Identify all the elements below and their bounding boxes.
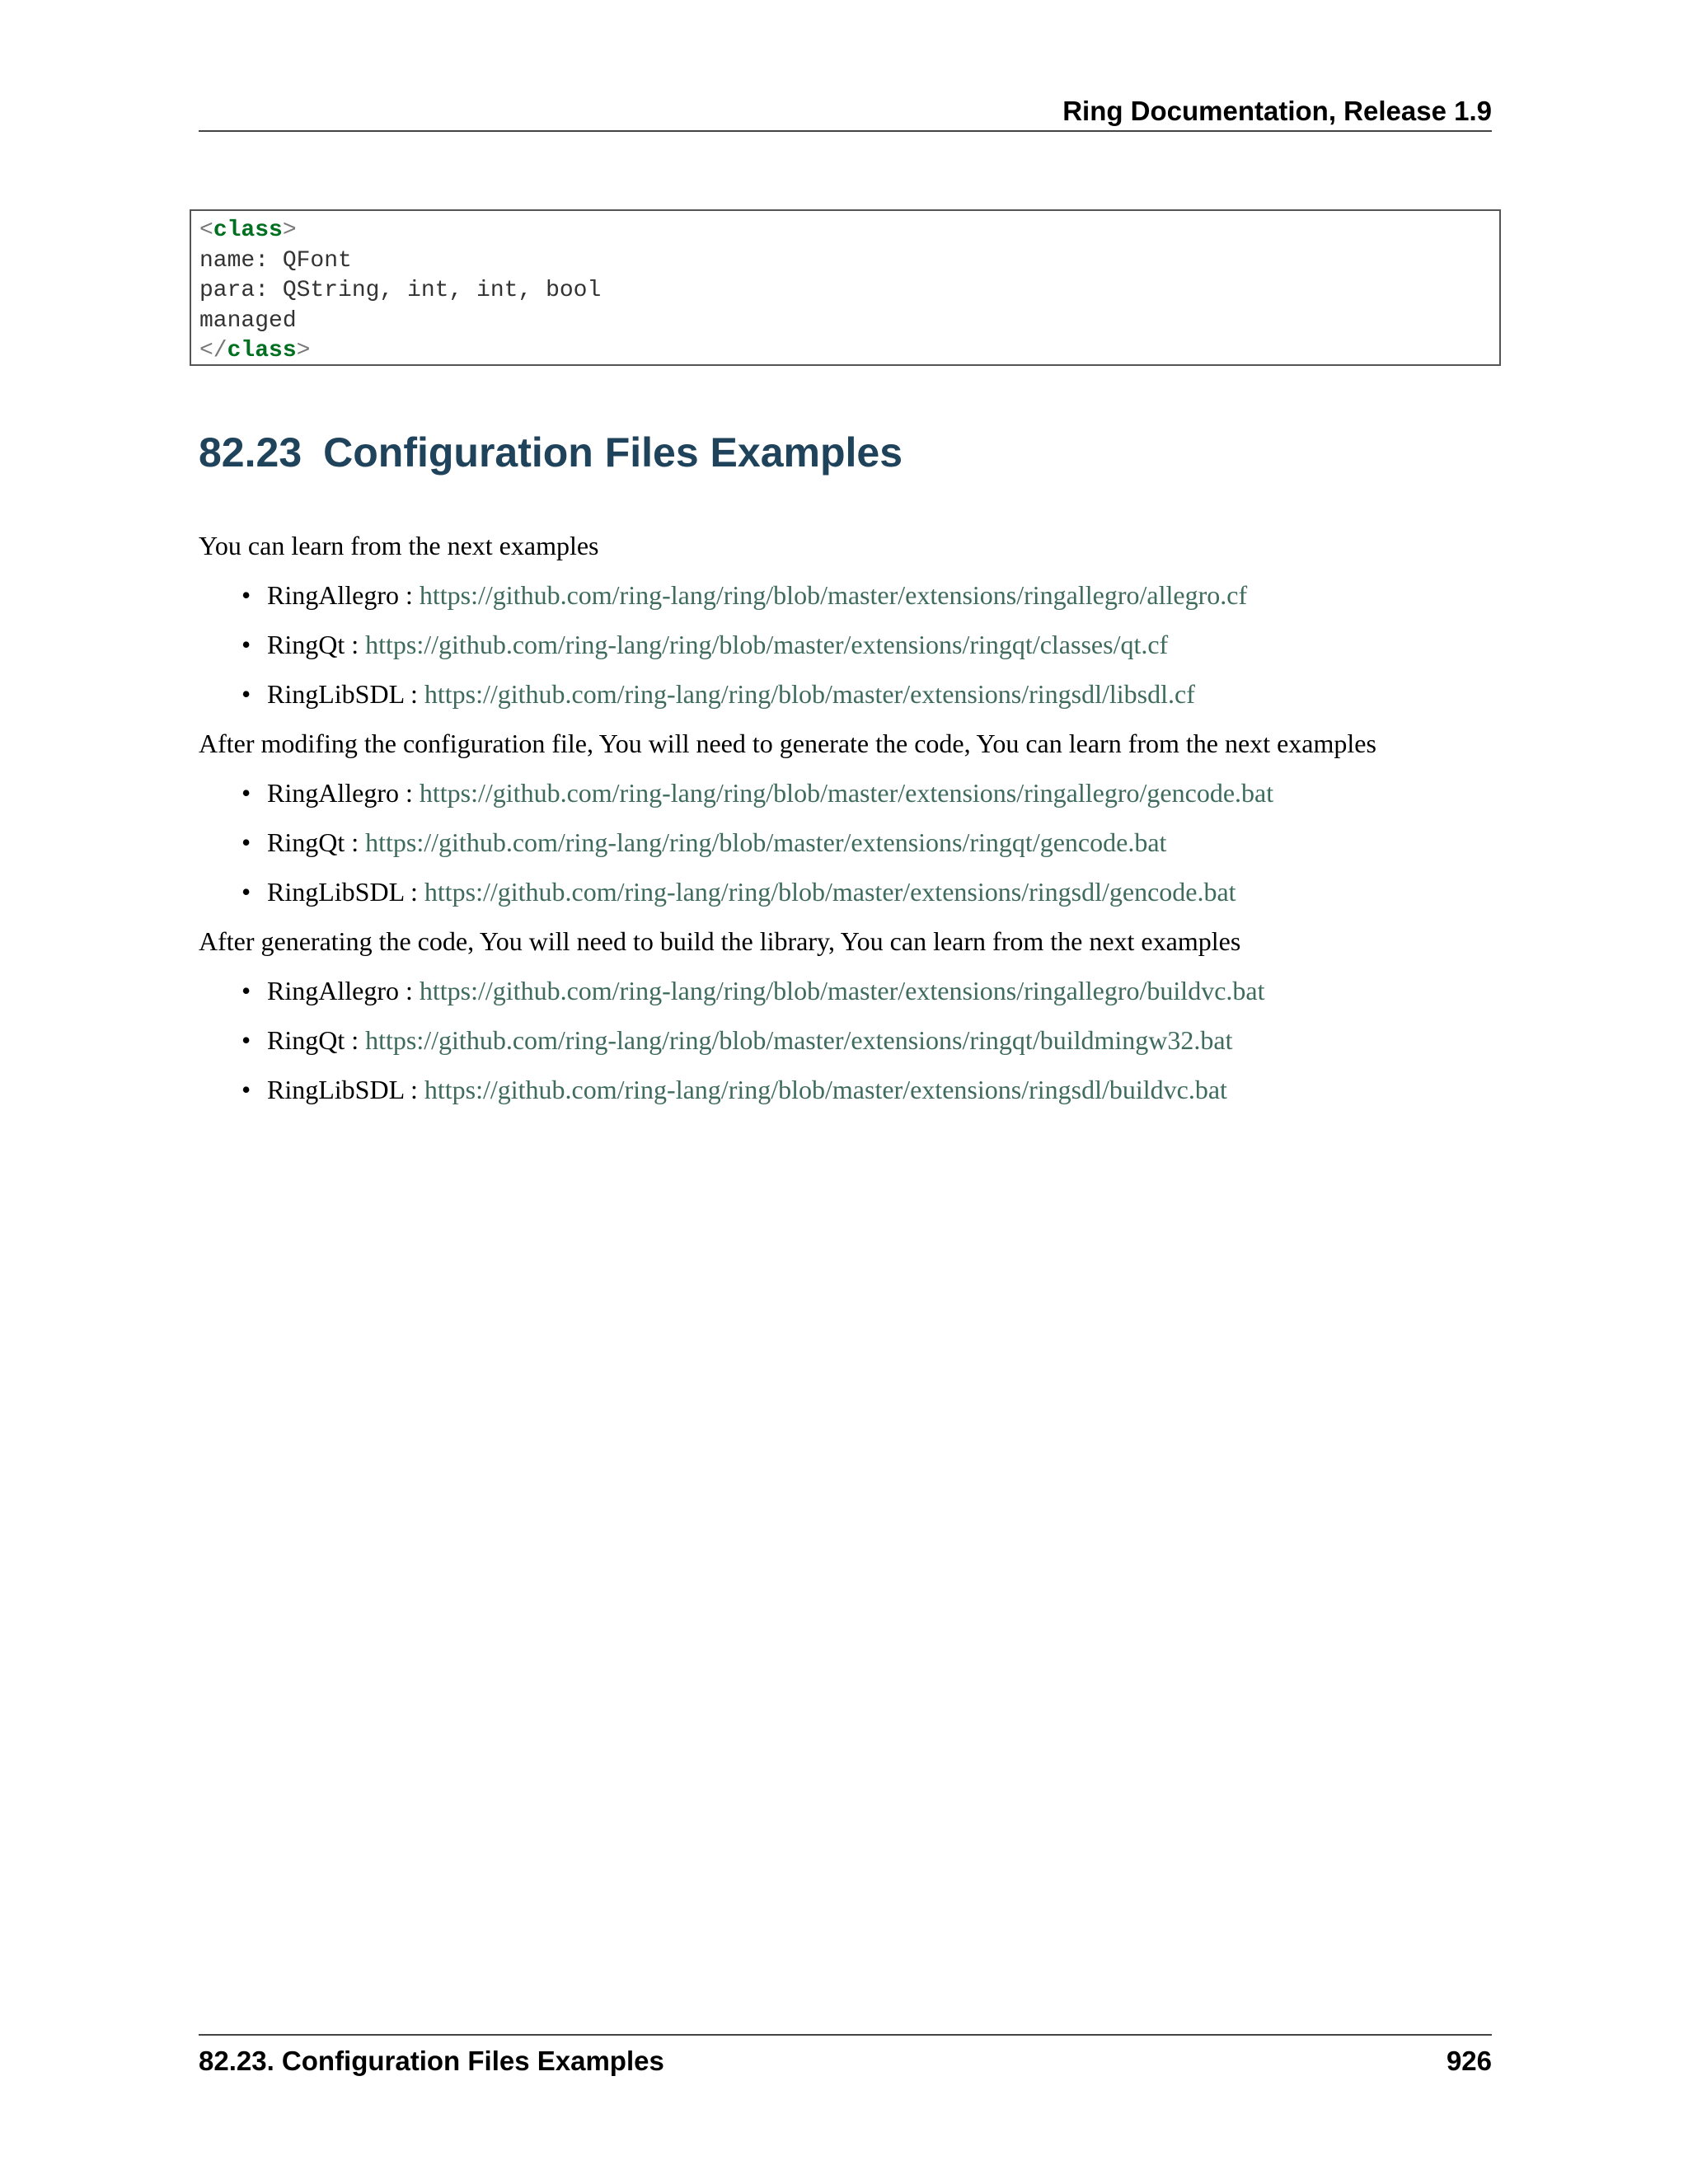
example-list bbox=[199, 773, 1501, 921]
footer-section: 82.23. Configuration Files Examples bbox=[199, 2046, 664, 2076]
code-line: name: QFont bbox=[199, 247, 352, 274]
bullet: • bbox=[241, 877, 251, 907]
section-number: 82.23 bbox=[199, 429, 302, 476]
item-label: RingQt : bbox=[267, 827, 359, 857]
intro-paragraph: After modifing the configuration file, You will need to generate the code, You can learn from the next examples bbox=[199, 729, 1376, 758]
bullet: • bbox=[241, 580, 251, 610]
section-title-text: Configuration Files Examples bbox=[323, 429, 903, 476]
list-item bbox=[199, 1020, 1501, 1070]
code-line: managed bbox=[199, 307, 297, 334]
page-header bbox=[199, 91, 1492, 132]
item-label: RingQt : bbox=[267, 1025, 359, 1055]
item-label: RingAllegro : bbox=[267, 580, 413, 610]
list-item bbox=[199, 575, 1501, 625]
page-number: 926 bbox=[1446, 2046, 1492, 2076]
list-item bbox=[199, 872, 1501, 921]
item-label: RingAllegro : bbox=[267, 778, 413, 808]
list-item bbox=[199, 773, 1501, 823]
section-content bbox=[199, 526, 1501, 1119]
intro-paragraph: After generating the code, You will need to build the library, You can learn from the next examples bbox=[199, 926, 1241, 956]
example-link[interactable]: https://github.com/ring-lang/ring/blob/master/extensions/ringallegro/buildvc.bat bbox=[419, 976, 1265, 1005]
example-list bbox=[199, 575, 1501, 724]
example-link[interactable]: https://github.com/ring-lang/ring/blob/master/extensions/ringqt/buildmingw32.bat bbox=[365, 1025, 1233, 1055]
list-item bbox=[199, 823, 1501, 872]
example-link[interactable]: https://github.com/ring-lang/ring/blob/master/extensions/ringallegro/allegro.cf bbox=[419, 580, 1248, 610]
bullet: • bbox=[241, 679, 251, 709]
example-link[interactable]: https://github.com/ring-lang/ring/blob/master/extensions/ringqt/gencode.bat bbox=[365, 827, 1167, 857]
example-link[interactable]: https://github.com/ring-lang/ring/blob/master/extensions/ringqt/classes/qt.cf bbox=[365, 630, 1169, 659]
example-link[interactable]: https://github.com/ring-lang/ring/blob/master/extensions/ringsdl/buildvc.bat bbox=[424, 1075, 1227, 1104]
list-item bbox=[199, 625, 1501, 674]
code-line-close-tag: </class> bbox=[199, 338, 311, 363]
bullet: • bbox=[241, 778, 251, 808]
list-item bbox=[199, 1070, 1501, 1119]
bullet: • bbox=[241, 827, 251, 857]
code-line: para: QString, int, int, bool bbox=[199, 278, 602, 303]
list-item bbox=[199, 674, 1501, 724]
list-item bbox=[199, 971, 1501, 1020]
item-label: RingQt : bbox=[267, 630, 359, 659]
example-link[interactable]: https://github.com/ring-lang/ring/blob/master/extensions/ringallegro/gencode.bat bbox=[419, 778, 1274, 808]
item-label: RingLibSDL : bbox=[267, 679, 418, 709]
bullet: • bbox=[241, 976, 251, 1005]
header-title: Ring Documentation, Release 1.9 bbox=[1062, 96, 1492, 126]
intro-paragraph: You can learn from the next examples bbox=[199, 531, 599, 560]
example-list bbox=[199, 971, 1501, 1119]
item-label: RingLibSDL : bbox=[267, 1075, 418, 1104]
item-label: RingLibSDL : bbox=[267, 877, 418, 907]
item-label: RingAllegro : bbox=[267, 976, 413, 1005]
bullet: • bbox=[241, 630, 251, 659]
page-footer bbox=[199, 2034, 1492, 2085]
code-block bbox=[190, 209, 1501, 366]
code-line-open-tag: <class> bbox=[199, 218, 297, 243]
bullet: • bbox=[241, 1075, 251, 1104]
example-link[interactable]: https://github.com/ring-lang/ring/blob/master/extensions/ringsdl/libsdl.cf bbox=[424, 679, 1195, 709]
bullet: • bbox=[241, 1025, 251, 1055]
section-title bbox=[199, 429, 903, 476]
example-link[interactable]: https://github.com/ring-lang/ring/blob/master/extensions/ringsdl/gencode.bat bbox=[424, 877, 1236, 907]
